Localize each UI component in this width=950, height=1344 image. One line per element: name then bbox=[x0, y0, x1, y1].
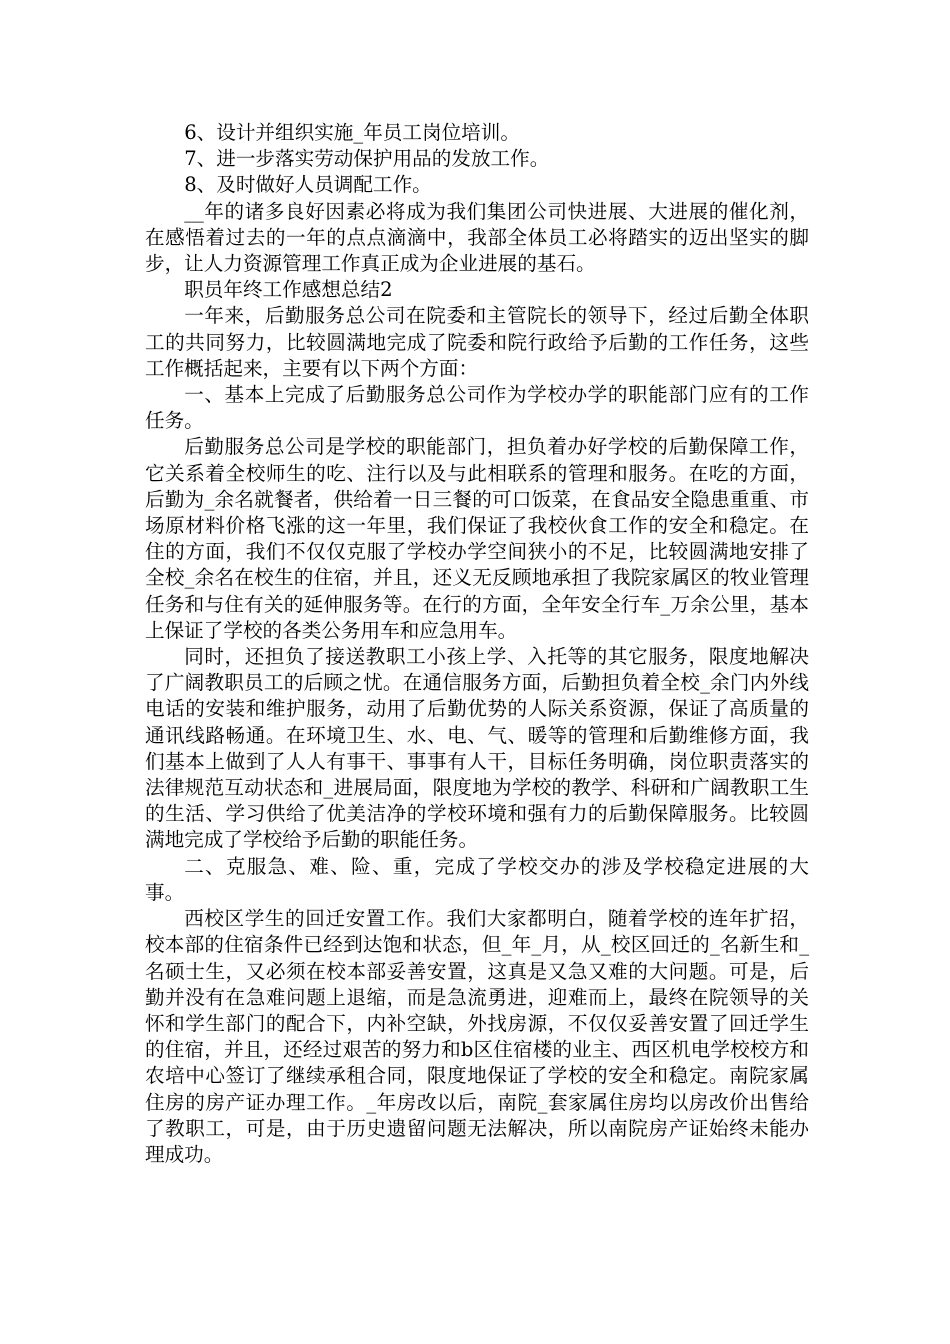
body-paragraph: 后勤服务总公司是学校的职能部门，担负着办好学校的后勤保障工作，它关系着全校师生的吃、注行以及与此相联系的管理和服务。在吃的方面，后勤为_余名就餐者，供给着一日三餐的可口饭菜，在食品安全隐患重重、市场原材料价格飞涨的这一年里，我们保证了我校伙食工作的安全和稳定。在住的方面，我们不仅仅克服了学校办学空间狭小的不足，比较圆满地安排了全校_余名在校生的住宿，并且，还义无反顾地承担了我院家属区的牧业管理任务和与住有关的延伸服务等。在行的方面，全年安全行车_万余公里，基本上保证了学校的各类公务用车和应急用车。 bbox=[145, 435, 809, 642]
point-one-heading: 一、基本上完成了后勤服务总公司作为学校办学的职能部门应有的工作任务。 bbox=[145, 383, 809, 433]
point-two-heading: 二、克服急、难、险、重，完成了学校交办的涉及学校稳定进展的大事。 bbox=[145, 854, 809, 904]
document-body bbox=[145, 120, 809, 1168]
body-paragraph: 同时，还担负了接送教职工小孩上学、入托等的其它服务，限度地解决了广阔教职员工的后顾之忧。在通信服务方面，后勤担负着全校_余门内外线电话的安装和维护服务，动用了后勤优势的人际关系资源，保证了高质量的通讯线路畅通。在环境卫生、水、电、气、暖等的管理和后勤维修方面，我们基本上做到了人人有事干、事事有人干，目标任务明确，岗位职责落实的法律规范互动状态和_进展局面，限度地为学校的教学、科研和广阔教职工生的生活、学习供给了优美洁净的学校环境和强有力的后勤保障服务。比较圆满地完成了学校给予后勤的职能任务。 bbox=[145, 645, 809, 852]
list-item-protection: 7、进一步落实劳动保护用品的发放工作。 bbox=[184, 147, 550, 171]
intro-paragraph: 一年来，后勤服务总公司在院委和主管院长的领导下，经过后勤全体职工的共同努力，比较圆满地完成了院委和院行政给予后勤的工作任务，这些工作概括起来，主要有以下两个方面： bbox=[145, 304, 809, 380]
list-item-training: 6、设计并组织实施_年员工岗位培训。 bbox=[184, 121, 520, 144]
list-item-staffing: 8、及时做好人员调配工作。 bbox=[184, 173, 432, 197]
body-paragraph: 西校区学生的回迁安置工作。我们大家都明白，随着学校的连年扩招，校本部的住宿条件已经到达饱和状态，但_年_月，从_校区回迁的_名新生和_名硕士生，又必须在校本部妥善安置，这真是又急又难的大问题。可是，后勤并没有在急难问题上退缩，而是急流勇进，迎难而上，最终在院领导的关怀和学生部门的配合下，内补空缺，外找房源，不仅仅妥善安置了回迁学生的住宿，并且，还经过艰苦的努力和b区住宿楼的业主、西区机电学校校方和农培中心签订了继续承租合同，限度地保证了学校的安全和稳定。南院家属住房的房产证办理工作。_年房改以后，南院_套家属住房均以房改价出售给了教职工，可是，由于历史遗留问题无法解决，所以南院房产证始终未能办理成功。 bbox=[145, 907, 809, 1166]
section-heading: 职员年终工作感想总结2 bbox=[184, 278, 393, 302]
closing-paragraph: __年的诸多良好因素必将成为我们集团公司快进展、大进展的催化剂，在感悟着过去的一年的点点滴滴中，我部全体员工必将踏实的迈出坚实的脚步，让人力资源管理工作真正成为企业进展的基石。 bbox=[145, 199, 809, 276]
